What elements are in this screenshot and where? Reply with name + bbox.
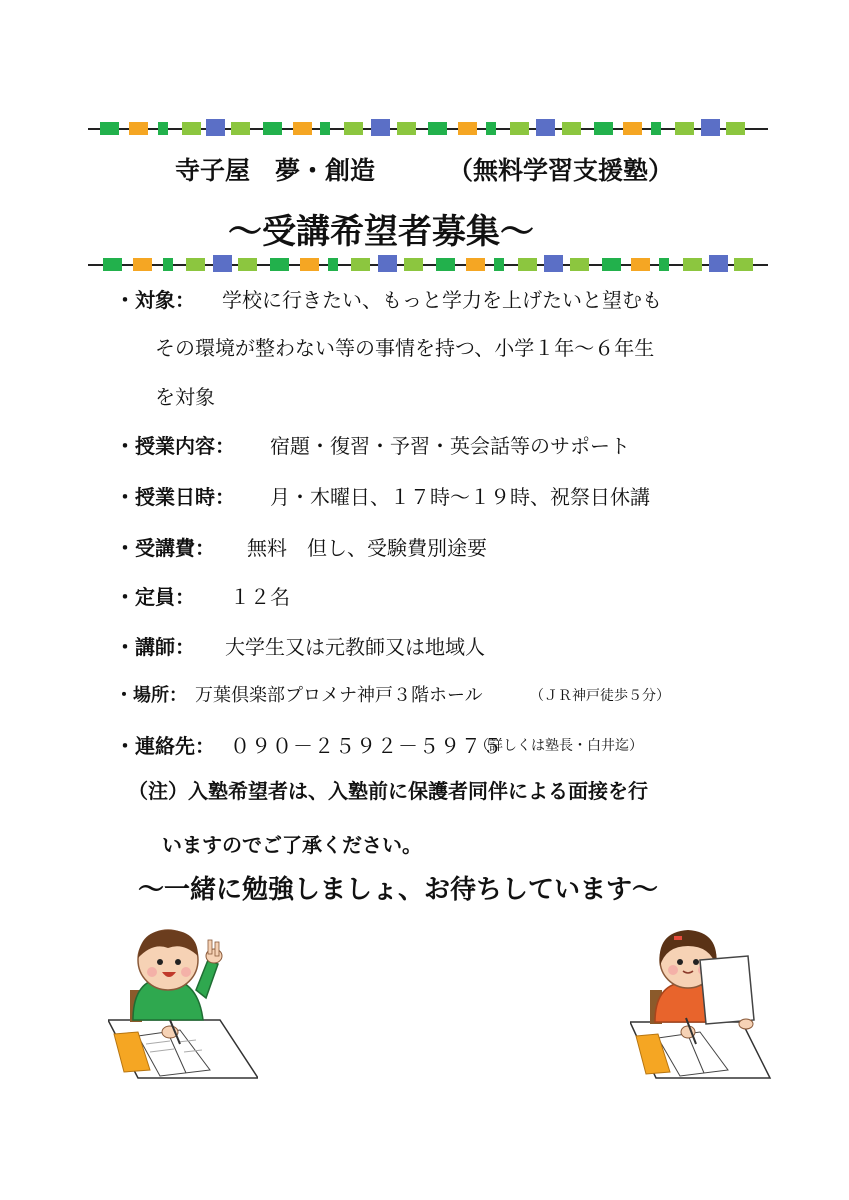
bunting-flag (263, 122, 282, 135)
bunting-flag (709, 255, 728, 272)
bunting-flag (378, 255, 397, 272)
bunting-flag (675, 122, 694, 135)
org-subtitle: （無料学習支援塾） (448, 156, 674, 185)
bunting-flag (734, 258, 753, 271)
bunting-flag (594, 122, 613, 135)
bunting-flag (562, 122, 581, 135)
bunting-flag (351, 258, 370, 271)
bunting-flag (631, 258, 650, 271)
item-label-content: ・授業内容： (115, 434, 235, 458)
bunting-flag (129, 122, 148, 135)
bunting-flag (320, 122, 330, 135)
boy-illustration (108, 920, 258, 1080)
bunting-flag (726, 122, 745, 135)
item-label-capacity: ・定員： (115, 585, 195, 609)
bunting-flag (300, 258, 319, 271)
bunting-flag (163, 258, 173, 271)
bunting-flag (270, 258, 289, 271)
headline: ～受講希望者募集～ (228, 212, 534, 252)
item-text-fee: 無料 但し、受験費別途要 (247, 536, 487, 560)
bunting-flag (344, 122, 363, 135)
item-label-target: ・対象： (115, 288, 195, 312)
bunting-flag (623, 122, 642, 135)
bunting-flag (510, 122, 529, 135)
org-name: 寺子屋 夢・創造 (175, 156, 376, 185)
item-label-schedule: ・授業日時： (115, 485, 235, 509)
bunting-flag (570, 258, 589, 271)
bunting-flag (133, 258, 152, 271)
bunting-bottom (88, 258, 768, 278)
bunting-flag (213, 255, 232, 272)
bunting-flag (206, 119, 225, 136)
item-label-place: ・場所： (115, 685, 187, 706)
item-text-place: 万葉倶楽部プロメナ神戸３階ホール (195, 685, 483, 706)
bunting-flag (371, 119, 390, 136)
bunting-flag (494, 258, 504, 271)
item-label-fee: ・受講費： (115, 536, 215, 560)
bunting-flag (518, 258, 537, 271)
item-label-contact: ・連絡先： (115, 734, 215, 758)
item-text-teacher: 大学生又は元教師又は地域人 (225, 635, 485, 659)
item-note-contact: （詳しくは塾長・白井迄） (475, 738, 643, 754)
bunting-flag (186, 258, 205, 271)
girl-illustration (630, 920, 775, 1080)
bunting-flag (602, 258, 621, 271)
bunting-flag (328, 258, 338, 271)
bunting-flag (466, 258, 485, 271)
bunting-flag (238, 258, 257, 271)
bunting-flag (103, 258, 122, 271)
item-note-place: （ＪＲ神戸徒歩５分） (530, 688, 670, 704)
bunting-flag (544, 255, 563, 272)
bunting-flag (458, 122, 477, 135)
bunting-top (88, 122, 768, 142)
bunting-flag (436, 258, 455, 271)
item-text-schedule: 月・木曜日、１７時～１９時、祝祭日休講 (270, 485, 650, 509)
bunting-flag (486, 122, 496, 135)
bunting-flag (100, 122, 119, 135)
item-text-contact: ０９０－２５９２－５９７５ (230, 734, 503, 758)
bunting-flag (231, 122, 250, 135)
item-text-target-cont2: を対象 (155, 385, 215, 409)
bunting-flag (293, 122, 312, 135)
item-text-target: 学校に行きたい、もっと学力を上げたいと望むも (222, 288, 662, 312)
bunting-flag (428, 122, 447, 135)
bunting-flag (683, 258, 702, 271)
item-label-teacher: ・講師： (115, 635, 195, 659)
bunting-flag (182, 122, 201, 135)
bunting-flag (397, 122, 416, 135)
notice-line1: （注）入塾希望者は、入塾前に保護者同伴による面接を行 (128, 779, 648, 803)
closing-message: ～一緒に勉強しましょ、お待ちしています～ (138, 875, 659, 905)
bunting-flag (701, 119, 720, 136)
bunting-flag (536, 119, 555, 136)
bunting-flag (651, 122, 661, 135)
bunting-flag (659, 258, 669, 271)
item-text-capacity: １２名 (230, 585, 290, 609)
bunting-flag (404, 258, 423, 271)
item-text-content: 宿題・復習・予習・英会話等のサポート (270, 434, 630, 458)
item-text-target-cont1: その環境が整わない等の事情を持つ、小学１年～６年生 (155, 336, 655, 360)
notice-line2: いますのでご了承ください。 (162, 833, 422, 857)
bunting-flag (158, 122, 168, 135)
